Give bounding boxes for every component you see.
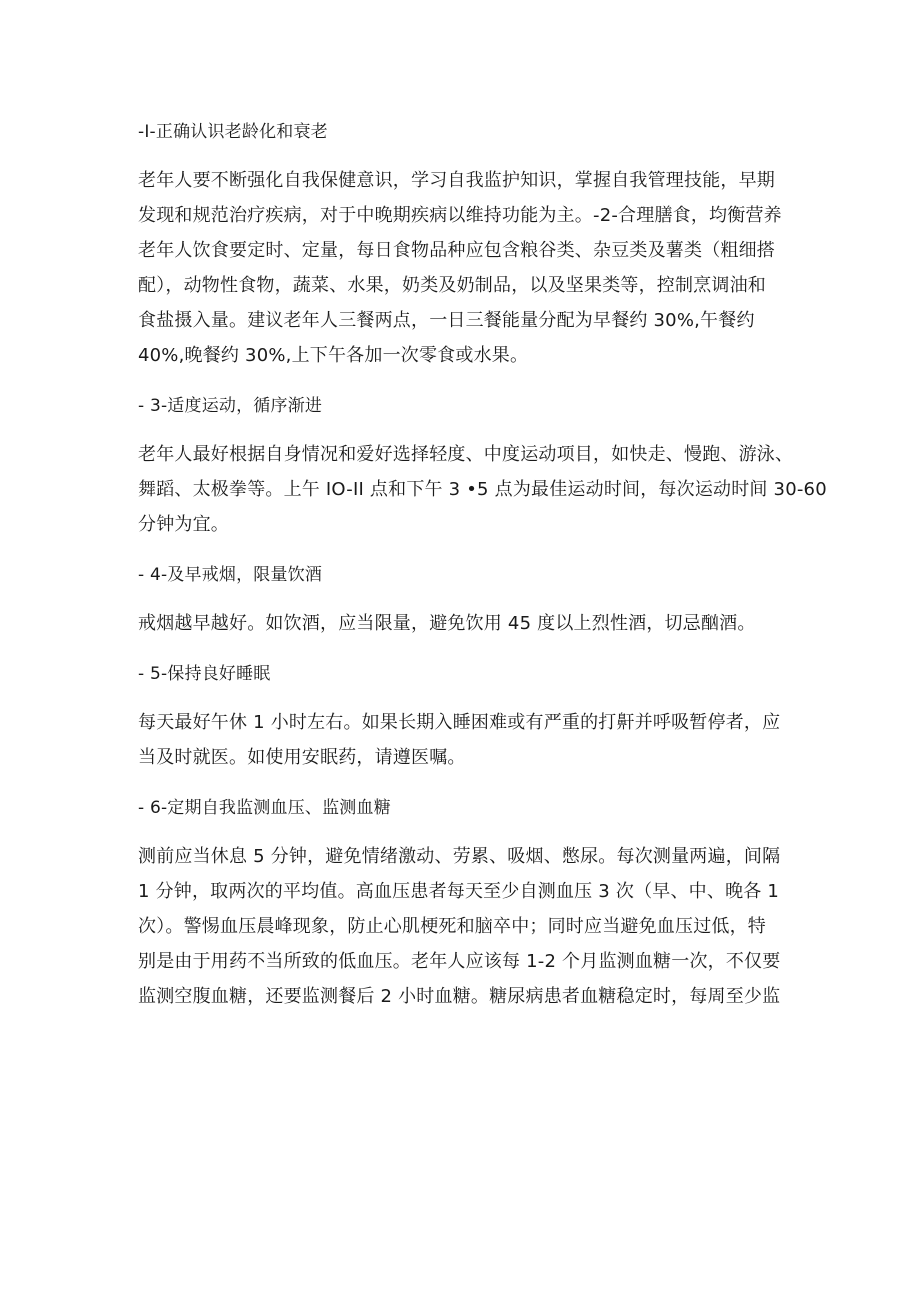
paragraph-line: 配），动物性食物，蔬菜、水果，奶类及奶制品，以及坚果类等，控制烹调油和 [138,275,766,296]
document-page [138,116,827,1014]
section-heading: - 4-及早戒烟，限量饮酒 [138,565,323,585]
paragraph-line: 老年人要不断强化自我保健意识，学习自我监护知识，掌握自我管理技能，早期 [138,170,775,191]
paragraph-line: 次）。警惕血压晨峰现象，防止心肌梗死和脑卒中；同时应当避免血压过低，特 [138,916,766,937]
paragraph-line: 别是由于用药不当所致的低血压。老年人应该每 1-2 个月监测血糖一次，不仅要 [138,951,781,972]
paragraph-line: 每天最好午休 1 小时左右。如果长期入睡困难或有严重的打鼾并呼吸暂停者，应 [138,712,781,733]
paragraph-line: 40%,晚餐约 30%,上下午各加一次零食或水果。 [138,345,529,366]
paragraph-line: 当及时就医。如使用安眠药，请遵医嘱。 [138,747,466,768]
section-heading: - 6-定期自我监测血压、监测血糖 [138,798,391,818]
paragraph-line: 食盐摄入量。建议老年人三餐两点，一日三餐能量分配为早餐约 30%,午餐约 [138,310,755,331]
section-heading: -I-正确认识老龄化和衰老 [138,122,328,142]
section-heading: - 3-适度运动，循序渐进 [138,396,323,416]
section-heading: - 5-保持良好睡眠 [138,664,271,684]
paragraph-line: 舞蹈、太极拳等。上午 IO-II 点和下午 3 •5 点为最佳运动时间，每次运动时间 30-60 [138,479,827,500]
paragraph-line: 测前应当休息 5 分钟，避免情绪激动、劳累、吸烟、憋尿。每次测量两遍，间隔 [138,846,781,867]
paragraph-line: 1 分钟，取两次的平均值。高血压患者每天至少自测血压 3 次（早、中、晚各 1 [138,881,780,902]
paragraph-line: 监测空腹血糖，还要监测餐后 2 小时血糖。糖尿病患者血糖稳定时，每周至少监 [138,986,781,1007]
paragraph-line: 戒烟越早越好。如饮酒，应当限量，避免饮用 45 度以上烈性酒，切忌酗酒。 [138,613,756,634]
paragraph-line: 发现和规范治疗疾病，对于中晚期疾病以维持功能为主。-2-合理膳食，均衡营养 [138,205,782,226]
paragraph-line: 分钟为宜。 [138,514,229,535]
paragraph-line: 老年人最好根据自身情况和爱好选择轻度、中度运动项目，如快走、慢跑、游泳、 [138,444,794,465]
paragraph-line: 老年人饮食要定时、定量，每日食物品种应包含粮谷类、杂豆类及薯类（粗细搭 [138,240,775,261]
